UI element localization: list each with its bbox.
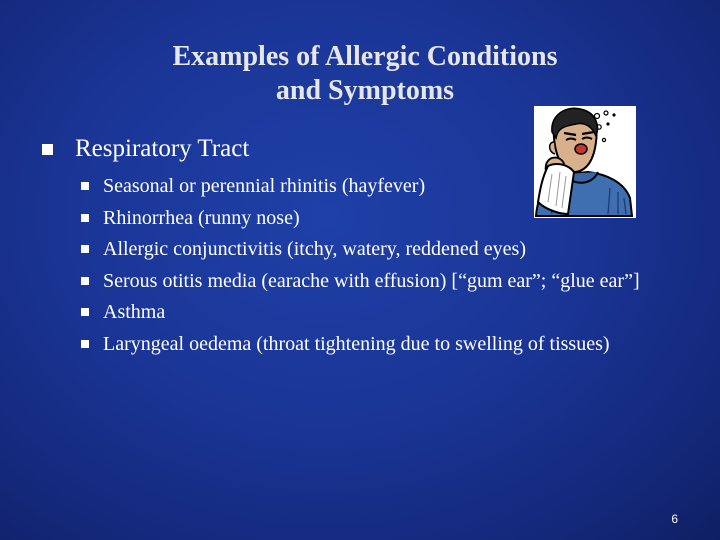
square-bullet-icon bbox=[42, 144, 53, 155]
list-item-text: Seasonal or perennial rhinitis (hayfever) bbox=[103, 175, 426, 197]
square-bullet-icon bbox=[81, 340, 89, 348]
page-number: 6 bbox=[671, 512, 678, 526]
square-bullet-icon bbox=[81, 308, 89, 316]
square-bullet-icon bbox=[81, 214, 89, 222]
list-item-text: Serous otitis media (earache with effusion) [“gum ear”; “glue ear”] bbox=[103, 269, 640, 292]
list-item bbox=[80, 266, 650, 298]
section-heading-label: Respiratory Tract bbox=[75, 135, 250, 162]
sneezing-man-clipart-icon bbox=[526, 102, 636, 222]
list-item bbox=[80, 329, 650, 361]
list-item-text: Asthma bbox=[103, 301, 166, 323]
slide-title bbox=[0, 40, 720, 108]
square-bullet-icon bbox=[81, 182, 89, 190]
list-item-text: Laryngeal oedema (throat tightening due to swelling of tissues) bbox=[103, 332, 610, 355]
slide-title-line-2: and Symptoms bbox=[275, 75, 455, 106]
list-item-text: Allergic conjunctivitis (itchy, watery, reddened eyes) bbox=[103, 238, 526, 260]
section-heading bbox=[40, 134, 249, 164]
square-bullet-icon bbox=[81, 277, 89, 285]
list-item bbox=[80, 297, 650, 329]
list-item-text: Rhinorrhea (runny nose) bbox=[103, 206, 300, 229]
slide-title-line-1: Examples of Allergic Conditions bbox=[172, 41, 558, 72]
square-bullet-icon bbox=[81, 245, 89, 253]
list-item bbox=[80, 234, 650, 266]
